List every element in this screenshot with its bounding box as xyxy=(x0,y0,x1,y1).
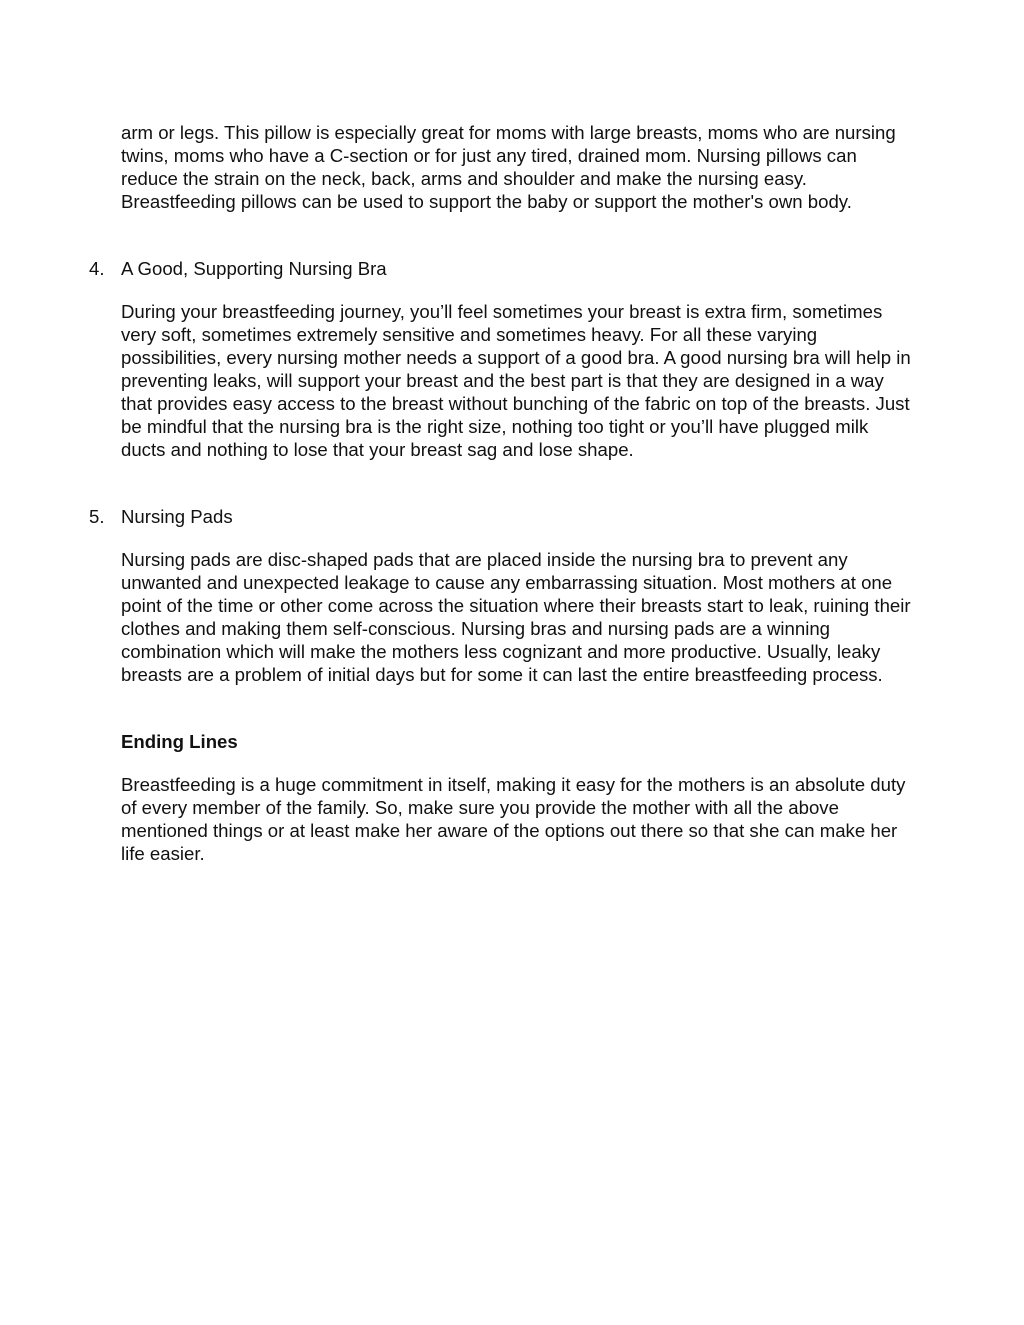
nursing-pads-paragraph: Nursing pads are disc-shaped pads that are placed inside the nursing bra to prevent any unwanted and unexpected leakage to cause any embarrassing situation. Most mothers at one point of the time or other come across the situation where their breasts start to leak, ruining their clothes and making them self-conscious. Nursing bras and nursing pads are a winning combination which will make the mothers less cognizant and more productive. Usually, leaky breasts are a problem of initial days but for some it can last the entire breastfeeding process. xyxy=(121,549,911,685)
nursing-bra-paragraph: During your breastfeeding journey, you’ll feel sometimes your breast is extra firm, sometimes very soft, sometimes extremely sensitive and sometimes heavy. For all these varying possibilities, every nursing mother needs a support of a good bra. A good nursing bra will help in preventing leaks, will support your breast and the best part is that they are designed in a way that provides easy access to the breast without bunching of the fabric on top of the breasts. Just be mindful that the nursing bra is the right size, nothing too tight or you’ll have plugged milk ducts and nothing to lose that your breast sag and lose shape. xyxy=(121,301,911,460)
ending-heading: Ending Lines xyxy=(121,731,238,752)
ending-paragraph: Breastfeeding is a huge commitment in itself, making it easy for the mothers is an absolute duty of every member of the family. So, make sure you provide the mother with all the above mentioned things or at least make her aware of the options out there so that she can make her life easier. xyxy=(121,774,906,864)
list-item-number: 5. xyxy=(89,506,105,527)
list-item-title: Nursing Pads xyxy=(121,506,233,527)
list-item xyxy=(89,257,889,280)
intro-paragraph: arm or legs. This pillow is especially great for moms with large breasts, moms who are nursing twins, moms who have a C-section or for just any tired, drained mom. Nursing pillows can reduce the strain on the neck, back, arms and shoulder and make the nursing easy. Breastfeeding pillows can be used to support the baby or support the mother's own body. xyxy=(121,122,896,212)
list-item-title: A Good, Supporting Nursing Bra xyxy=(121,258,387,279)
list-item-number: 4. xyxy=(89,258,105,279)
list-item xyxy=(89,505,889,528)
